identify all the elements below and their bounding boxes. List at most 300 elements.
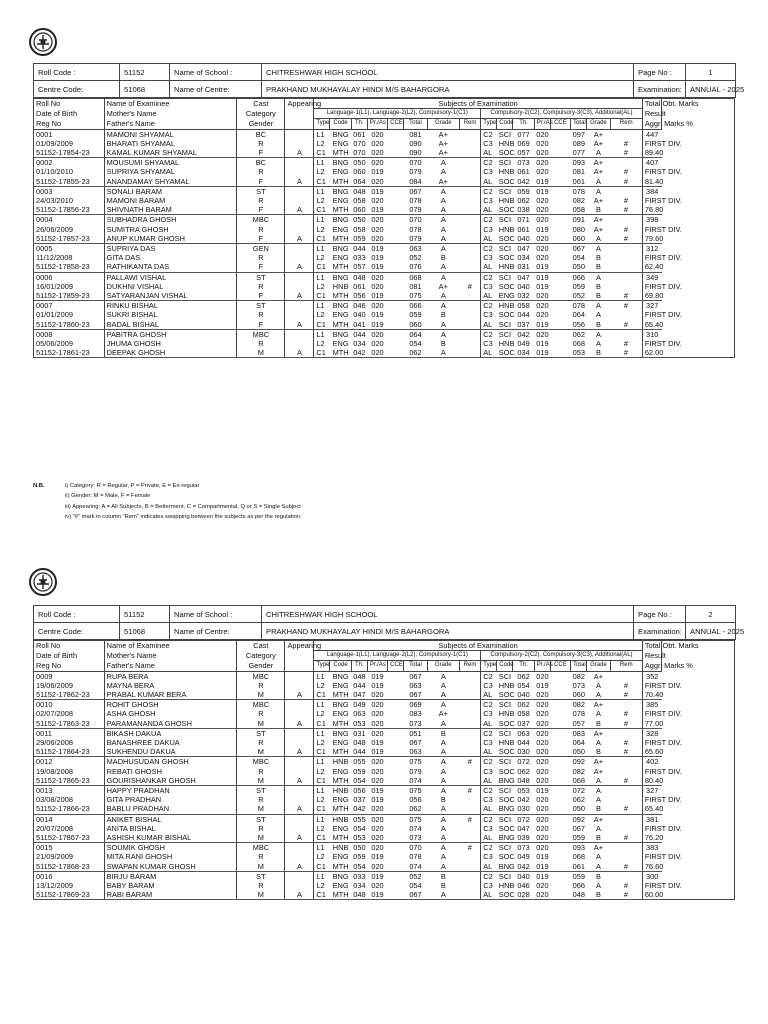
subject-mark-cell: 056 [572, 319, 585, 329]
subject-mark-cell: 033 [353, 253, 366, 263]
subject-mark-cell [459, 709, 480, 718]
appearing-cell [285, 329, 314, 339]
subject-mark-cell [388, 320, 404, 330]
subject-mark-cell: 070 [409, 215, 422, 225]
result-cell: 384 [646, 186, 659, 196]
student-name-cell: REBATI GHOSH [104, 767, 237, 776]
subject-mark-cell: 048 [513, 776, 534, 786]
student-info-cell: MBC [237, 671, 285, 681]
appearing-cell: A [285, 862, 314, 872]
column-header: Reg No [34, 661, 105, 671]
subject-mark-cell: SCI [498, 700, 512, 710]
subject-mark-cell: SOC [498, 890, 515, 900]
subject-mark-cell: 020 [367, 804, 387, 814]
subject-column-header: Grade [427, 661, 459, 671]
subject-mark-cell: A [595, 244, 601, 254]
student-name-cell: MITA RANI GHOSH [104, 852, 237, 861]
subject-mark-cell: 057 [353, 262, 366, 272]
subject-mark-cell: 019 [367, 320, 387, 330]
student-name-cell: JHUMA GHOSH [104, 339, 237, 348]
appearing-cell [285, 139, 314, 148]
subject-mark-cell [550, 234, 570, 244]
subject-mark-cell: SOC [498, 690, 515, 700]
subject-mark-cell: ENG [332, 709, 349, 719]
column-header: Name of Examinee [104, 99, 237, 109]
subject-mark-cell: L2 [316, 310, 325, 320]
result-cell: 327 [646, 786, 659, 796]
subject-mark-cell: ENG [332, 310, 349, 320]
subject-column-header: Total [571, 119, 587, 129]
appearing-cell [285, 244, 314, 254]
student-row [34, 167, 735, 176]
column-header: Aggr. Marks % [642, 661, 661, 671]
subject-mark-cell: C3 [483, 881, 493, 891]
result-cell: 407 [646, 158, 659, 168]
result-cell: 402 [646, 757, 659, 767]
subject-mark-cell: 042 [353, 348, 366, 358]
subject-mark-cell: 081 [409, 281, 422, 291]
appearing-cell [285, 186, 314, 196]
subject-mark-cell [550, 862, 570, 872]
student-row [34, 244, 735, 254]
subject-mark-cell [550, 205, 570, 215]
subject-column-header: Total [404, 119, 428, 129]
subject-mark-cell [610, 262, 642, 272]
student-row [34, 186, 735, 196]
student-id-cell: 0011 [34, 728, 105, 738]
subject-mark-cell [459, 881, 480, 890]
subject-mark-cell: 081 [572, 167, 585, 177]
subject-mark-cell: SCI [498, 329, 512, 339]
subject-mark-cell: C1 [314, 862, 330, 872]
subject-mark-cell: 062 [404, 348, 428, 358]
subject-mark-cell: AL [481, 320, 497, 330]
subject-mark-cell: 072 [517, 814, 530, 824]
appearing-cell [285, 272, 314, 282]
subject-mark-cell: 061 [353, 281, 366, 291]
subject-mark-cell: 054 [409, 881, 422, 891]
subject-mark-cell [388, 738, 404, 747]
result-cell: 349 [646, 272, 659, 282]
subject-column-header: Th. [513, 119, 534, 129]
subject-mark-cell [550, 681, 570, 690]
subject-mark-cell [550, 795, 570, 804]
subject-mark-cell [388, 814, 404, 824]
subject-mark-cell [459, 129, 480, 139]
column-header: Gender [237, 119, 285, 129]
appearing-cell [285, 215, 314, 225]
subject-mark-cell: 053 [353, 718, 366, 728]
subject-mark-cell: A [427, 291, 459, 301]
subject-mark-cell: 056 [409, 795, 422, 805]
subject-mark-cell: A [440, 852, 446, 862]
subject-mark-cell: 031 [353, 728, 366, 738]
subject-mark-cell: C1 [314, 804, 330, 814]
marks-table [33, 640, 735, 900]
student-name-cell: GITA DAS [104, 253, 237, 262]
result-cell: FIRST DIV. [644, 310, 682, 320]
subject-mark-cell: AL [481, 234, 497, 244]
subject-mark-cell: # [459, 786, 480, 796]
subject-mark-cell: A [427, 205, 459, 215]
subject-mark-cell: 070 [353, 148, 366, 158]
appearing-cell: A [285, 177, 314, 187]
student-info-cell: MBC [237, 329, 285, 339]
subject-mark-cell: MTH [330, 833, 351, 843]
subject-mark-cell: # [610, 681, 642, 690]
subject-mark-cell: 020 [536, 881, 549, 891]
subject-mark-cell: 050 [572, 262, 585, 272]
subject-mark-cell: SOC [498, 281, 515, 291]
subject-mark-cell: ENG [332, 167, 349, 177]
result-cell: 310 [646, 329, 659, 339]
subject-mark-cell: 020 [536, 329, 549, 339]
subject-mark-cell: 048 [353, 272, 366, 282]
result-cell: 89.40 [642, 148, 661, 158]
subject-mark-cell: C2 [483, 843, 493, 853]
subject-mark-cell: 020 [371, 129, 384, 139]
student-id-cell: 0003 [34, 186, 105, 196]
appearing-cell [285, 282, 314, 291]
subject-mark-cell: 044 [353, 680, 366, 690]
subject-mark-cell: 082 [572, 700, 585, 710]
subject-mark-cell: 067 [409, 186, 422, 196]
subject-mark-cell: 067 [572, 244, 585, 254]
subject-mark-cell: 078 [409, 196, 422, 206]
subject-mark-cell: # [459, 843, 480, 853]
subject-mark-cell: AL [481, 205, 497, 215]
subject-mark-cell: 020 [371, 158, 384, 168]
note-line: iii) Appearing: A = All Subjects, B = Betterment, C = Compartmental, Q or S = Single Subject [65, 503, 301, 510]
student-info-cell: ST [237, 301, 285, 311]
subject-mark-cell [550, 671, 570, 681]
subject-mark-cell: L1 [316, 301, 325, 311]
student-row [34, 843, 735, 853]
student-id-cell: 51152-17860-23 [34, 320, 105, 330]
subject-mark-cell: 063 [404, 747, 428, 757]
subject-mark-cell: A [587, 776, 611, 786]
subject-mark-cell: L2 [316, 709, 325, 719]
student-name-cell: PABITRA GHOSH [104, 329, 237, 339]
subject-mark-cell [459, 890, 480, 900]
subject-mark-cell: BNG [498, 775, 515, 785]
subject-mark-cell: 083 [572, 728, 585, 738]
student-id-cell: 51152-17863-23 [34, 719, 105, 729]
subject-mark-cell: 066 [572, 881, 585, 891]
subject-mark-cell [459, 167, 480, 176]
subject-mark-cell: HNB [498, 680, 515, 690]
subject-mark-cell: A [440, 814, 446, 824]
subject-mark-cell: # [610, 776, 642, 786]
subject-mark-cell: 020 [536, 843, 549, 853]
student-name-cell: ANANDAMAY SHYAMAL [104, 177, 237, 187]
subject-mark-cell: 067 [404, 690, 428, 700]
subject-mark-cell [550, 738, 570, 747]
appearing-cell: A [285, 747, 314, 757]
subject-mark-cell: A+ [438, 709, 448, 719]
student-id-cell: 51152-17869-23 [34, 890, 105, 900]
appearing-cell [285, 881, 314, 890]
student-row [34, 738, 735, 747]
subject-mark-cell: 058 [517, 709, 530, 719]
subject-mark-cell: AL [481, 177, 497, 187]
subject-mark-cell: 059 [353, 766, 366, 776]
subject-mark-cell: ENG [332, 138, 349, 148]
subject-mark-cell: A [440, 843, 446, 853]
subject-mark-cell: 068 [572, 852, 585, 862]
subject-mark-cell: BNG [498, 861, 515, 871]
subject-mark-cell: 020 [536, 766, 549, 776]
examination-value: ANNUAL - 2025 [686, 81, 736, 98]
centre-name-value: PRAKHAND MUKHAYALAY HINDI M/S BAHARGORA [262, 81, 634, 98]
subject-mark-cell: 074 [409, 823, 422, 833]
subject-mark-cell: L1 [316, 129, 325, 139]
subject-mark-cell: HNB [498, 301, 515, 311]
notes-label: N.B. [33, 483, 45, 489]
subject-mark-cell: # [610, 139, 642, 148]
subject-mark-cell: B [595, 871, 601, 881]
subject-mark-cell [610, 871, 642, 881]
subject-mark-cell: 019 [367, 291, 387, 301]
student-id-cell: 0004 [34, 215, 105, 225]
subject-mark-cell: 059 [353, 233, 366, 243]
subject-mark-cell: 040 [513, 234, 534, 244]
subject-mark-cell [459, 320, 480, 330]
subject-mark-cell: 019 [371, 671, 384, 681]
result-cell: 327 [646, 301, 659, 311]
subject-mark-cell: # [610, 196, 642, 205]
student-row [34, 862, 735, 872]
column-header: Name of Examinee [104, 641, 237, 651]
subject-mark-cell [550, 852, 570, 861]
student-info-cell: F [237, 262, 285, 272]
subject-mark-cell: HNB [498, 167, 515, 177]
subject-mark-cell: SOC [498, 795, 515, 805]
subject-mark-cell: ENG [332, 823, 349, 833]
subject-mark-cell [550, 348, 570, 358]
student-id-cell: 0014 [34, 814, 105, 824]
subject-mark-cell: 032 [513, 291, 534, 301]
subject-mark-cell: SOC [498, 852, 515, 862]
student-id-cell: 51152-17859-23 [34, 291, 105, 301]
page-no-label: Page No : [634, 64, 686, 81]
subject-mark-cell: 063 [517, 728, 530, 738]
subject-mark-cell: ENG [332, 680, 349, 690]
subject-mark-cell: C2 [483, 700, 493, 710]
subject-mark-cell: BNG [498, 833, 515, 843]
subject-mark-cell: C1 [314, 690, 330, 700]
result-cell: FIRST DIV. [644, 766, 682, 776]
subject-mark-cell [388, 671, 404, 681]
subject-mark-cell [610, 329, 642, 339]
student-info-cell: M [237, 890, 285, 900]
subject-mark-cell: A [587, 177, 611, 187]
subject-mark-cell [550, 786, 570, 796]
student-id-cell: 13/12/2009 [34, 881, 105, 890]
subject-mark-cell: MTH [330, 320, 351, 330]
subject-mark-cell: SCI [498, 728, 512, 738]
subject-mark-cell [550, 282, 570, 291]
student-name-cell: SUKRI BISHAL [104, 310, 237, 319]
column-header: Cast [237, 99, 285, 109]
subject-mark-cell: SCI [498, 272, 512, 282]
student-name-cell: SONALI BARAM [104, 186, 237, 196]
appearing-cell: A [285, 890, 314, 900]
subject-mark-cell: 020 [367, 348, 387, 358]
subject-mark-cell [610, 843, 642, 853]
subject-mark-cell: A+ [438, 281, 448, 291]
subject-mark-cell: 019 [371, 244, 384, 254]
subject-mark-cell [459, 329, 480, 339]
subject-mark-cell: BNG [332, 728, 349, 738]
result-cell: 80.40 [642, 776, 661, 786]
subject-mark-cell: 019 [536, 348, 549, 358]
subject-mark-cell: A+ [593, 843, 604, 853]
column-header: Cast [237, 641, 285, 651]
subject-mark-cell: 020 [536, 233, 549, 243]
subject-mark-cell: # [610, 881, 642, 890]
subject-column-header: Grade [587, 119, 611, 129]
student-row [34, 291, 735, 301]
subject-mark-cell: 020 [367, 234, 387, 244]
result-cell: FIRST DIV. [644, 680, 682, 690]
subject-mark-cell: 020 [371, 757, 384, 767]
subject-mark-cell [388, 700, 404, 710]
subject-mark-cell: 092 [572, 814, 585, 824]
student-id-cell: 26/06/2009 [34, 225, 105, 234]
subject-mark-cell: L2 [316, 167, 325, 177]
subject-mark-cell: 078 [409, 224, 422, 234]
subject-mark-cell [610, 244, 642, 254]
student-row [34, 139, 735, 148]
roll-code-label: Roll Code : [34, 606, 120, 623]
subject-mark-cell [459, 139, 480, 148]
subject-mark-cell: SCI [498, 843, 512, 853]
student-row [34, 253, 735, 262]
subject-mark-cell: 020 [371, 281, 384, 291]
subject-mark-cell [550, 158, 570, 168]
centre-code-value: 51068 [120, 81, 170, 98]
student-name-cell: PRABAL KUMAR BERA [104, 690, 237, 700]
subject-mark-cell: ENG [332, 852, 349, 862]
subject-mark-cell: 019 [367, 205, 387, 215]
subject-mark-cell: B [440, 310, 446, 320]
subject-mark-cell: A+ [593, 728, 604, 738]
student-info-cell: ST [237, 728, 285, 738]
result-cell: FIRST DIV. [644, 281, 682, 291]
subject-mark-cell: A+ [593, 766, 604, 776]
subject-mark-cell: C2 [483, 814, 493, 824]
subject-mark-cell: 019 [371, 310, 384, 320]
subject-mark-cell: 020 [536, 728, 549, 738]
subject-mark-cell: 060 [353, 167, 366, 177]
subject-mark-cell [459, 272, 480, 282]
subject-mark-cell: 019 [536, 272, 549, 282]
subject-mark-cell: A [587, 148, 611, 158]
subject-mark-cell: 019 [536, 339, 549, 349]
result-cell: 385 [646, 700, 659, 710]
subject-mark-cell: 020 [536, 718, 549, 728]
appearing-cell [285, 310, 314, 319]
column-header: Roll No [34, 641, 105, 651]
subject-mark-cell: C2 [483, 786, 493, 796]
subject-mark-cell: 084 [404, 177, 428, 187]
subject-mark-cell: 019 [536, 281, 549, 291]
subject-mark-cell: 020 [536, 833, 549, 843]
subject-mark-cell: 054 [409, 339, 422, 349]
subject-mark-cell [550, 804, 570, 814]
subject-mark-cell: MTH [330, 719, 351, 729]
student-id-cell: 16/01/2009 [34, 282, 105, 291]
subject-mark-cell: A [440, 186, 446, 196]
subject-mark-cell: 063 [409, 680, 422, 690]
subject-mark-cell: 073 [572, 680, 585, 690]
subject-mark-cell: A [440, 272, 446, 282]
student-name-cell: MOUSUMI SHYAMAL [104, 158, 237, 168]
subject-mark-cell: 020 [536, 814, 549, 824]
subject-mark-cell: # [610, 690, 642, 700]
result-cell: 65.40 [642, 804, 661, 814]
student-row [34, 824, 735, 833]
subject-mark-cell: 020 [367, 833, 387, 843]
subject-mark-cell: 019 [371, 852, 384, 862]
subject-mark-cell [610, 272, 642, 282]
subject-mark-cell: 062 [517, 196, 530, 206]
subject-mark-cell: C1 [314, 148, 330, 158]
subject-mark-cell: B [440, 871, 446, 881]
subject-mark-cell: HNB [498, 738, 515, 748]
subject-mark-cell: A [595, 852, 601, 862]
column-header: Gender [237, 661, 285, 671]
student-info-cell: ST [237, 186, 285, 196]
student-id-cell: 51152-17864-23 [34, 747, 105, 757]
subject-mark-cell: A [595, 786, 601, 796]
subject-mark-cell: 075 [409, 757, 422, 767]
result-cell: FIRST DIV. [644, 738, 682, 748]
subject-mark-cell [550, 881, 570, 890]
result-cell: FIRST DIV. [644, 196, 682, 206]
appearing-cell: A [285, 205, 314, 215]
subject-mark-cell: 034 [353, 881, 366, 891]
result-cell: FIRST DIV. [644, 253, 682, 263]
subject-mark-cell: 020 [371, 329, 384, 339]
centre-name-value: PRAKHAND MUKHAYALAY HINDI M/S BAHARGORA [262, 623, 634, 640]
subject-mark-cell: BNG [332, 301, 349, 311]
subject-column-header: Rem [610, 661, 642, 671]
subject-mark-cell: 047 [517, 244, 530, 254]
student-name-cell: ANITA BISHAL [104, 824, 237, 833]
subject-mark-cell: A+ [427, 148, 459, 158]
subject-mark-cell: 050 [353, 843, 366, 853]
subject-mark-cell: C3 [483, 253, 493, 263]
appearing-cell: A [285, 262, 314, 272]
subject-mark-cell [610, 786, 642, 796]
subject-mark-cell: ENG [332, 881, 349, 891]
student-info-cell: R [237, 738, 285, 747]
subject-mark-cell: BNG [332, 215, 349, 225]
student-info-cell: F [237, 291, 285, 301]
subject-mark-cell: C2 [483, 186, 493, 196]
subject-mark-cell [459, 339, 480, 348]
subject-mark-cell [459, 767, 480, 776]
result-cell: 69.80 [642, 291, 661, 301]
student-row [34, 205, 735, 215]
subject-mark-cell: 044 [353, 244, 366, 254]
subject-mark-cell: L1 [316, 244, 325, 254]
subject-mark-cell: # [610, 709, 642, 718]
subject-mark-cell [459, 234, 480, 244]
student-name-cell: KAMAL KUMAR SHYAMAL [104, 148, 237, 158]
